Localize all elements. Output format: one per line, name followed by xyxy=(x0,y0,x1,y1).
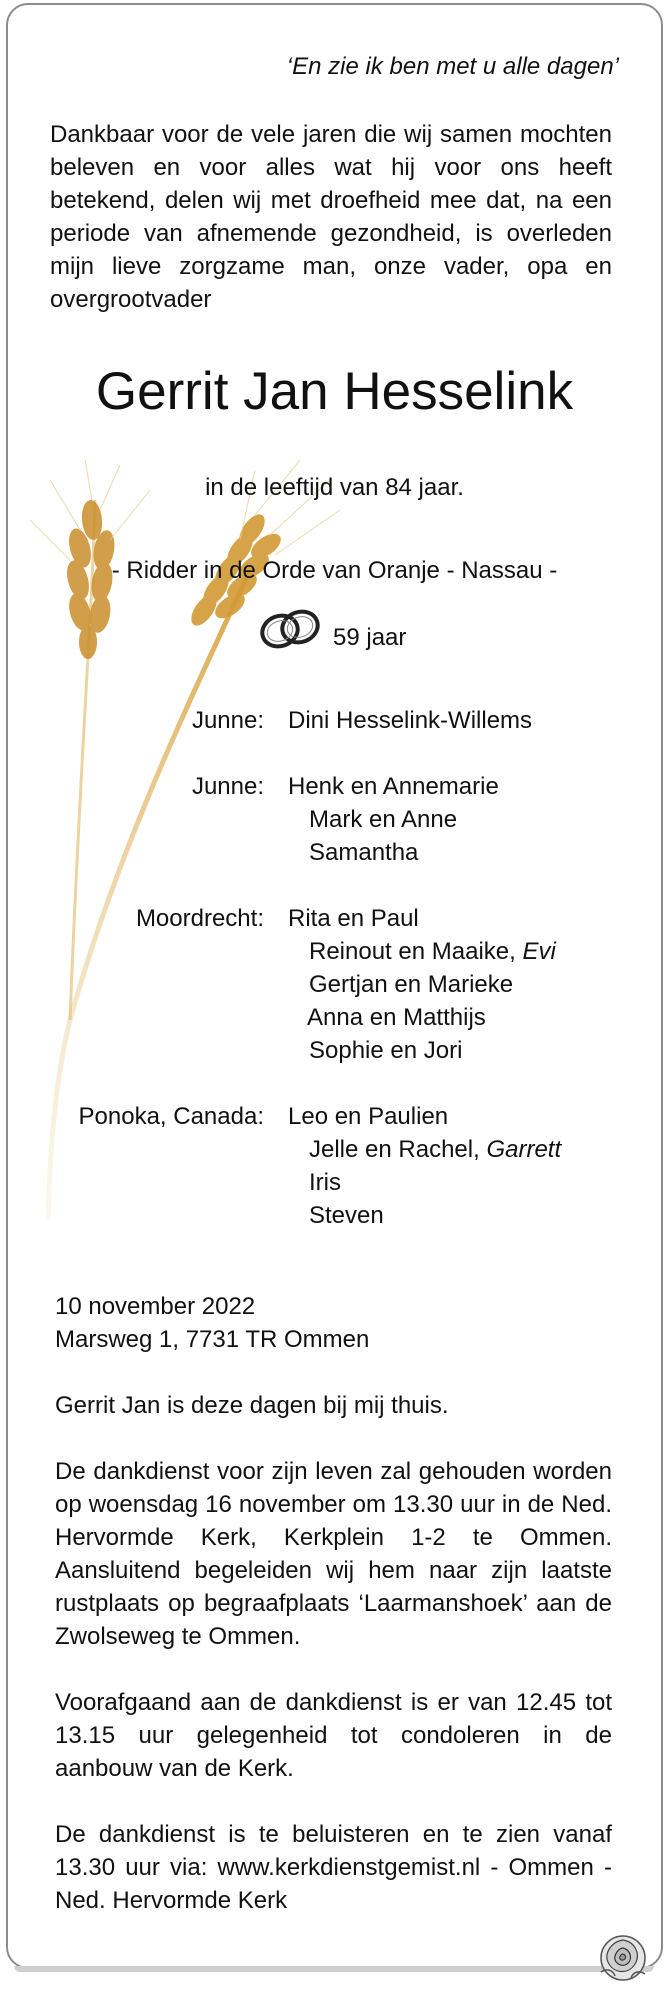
marriage-years: 59 jaar xyxy=(333,624,407,651)
great-grandchild: Evi xyxy=(522,938,556,965)
great-grandchild: Garrett xyxy=(486,1136,562,1163)
grandchild-line: Sophie en Jori xyxy=(309,1037,463,1064)
card-shadow xyxy=(14,1966,654,1972)
grandchild-line: Gertjan en Marieke xyxy=(309,971,514,998)
motto-quote: ‘En zie ik ben met u alle dagen’ xyxy=(286,53,619,80)
intro-paragraph: Dankbaar voor de vele jaren die wij samen mochten beleven en voor alles wat hij voor ons heeft betekend, delen wij met droefheid mee dat, na een periode van afnemende gezondheid, is overleden mijn lieve zorgzame man, onze vader, opa en overgrootvader xyxy=(50,121,612,313)
date-line: 10 november 2022 xyxy=(55,1293,256,1320)
grandchild-line: Anna en Matthijs xyxy=(307,1004,486,1031)
family-place: Junne: xyxy=(191,707,264,734)
service-paragraph: De dankdienst voor zijn leven zal gehouden worden op woensdag 16 november om 13.30 uur in de Ned. Hervormde Kerk, Kerkplein 1-2 te Ommen. Aansluitend begeleiden wij hem naar zijn laatste rustplaats op begraafplaats ‘Laarmanshoek’ aan de Zwolseweg te Ommen. xyxy=(55,1458,612,1650)
family-place: Moordrecht: xyxy=(135,905,264,932)
rose-icon xyxy=(593,1928,653,1988)
grandchild-line: Samantha xyxy=(309,839,419,866)
home-notice: Gerrit Jan is deze dagen bij mij thuis. xyxy=(55,1392,449,1419)
family-member: Leo en Paulien xyxy=(288,1103,449,1130)
family-place: Ponoka, Canada: xyxy=(78,1103,264,1130)
age-line: in de leeftijd van 84 jaar. xyxy=(205,474,464,501)
grandchild-line: Iris xyxy=(309,1169,341,1196)
condolence-paragraph: Voorafgaand aan de dankdienst is er van 12.45 tot 13.15 uur gelegenheid tot condoleren in de aanbouw van de Kerk. xyxy=(55,1689,612,1782)
grandchild-line xyxy=(309,935,556,968)
grandchild-couple: Reinout en Maaike, xyxy=(309,938,523,965)
family-member: Henk en Annemarie xyxy=(288,773,499,800)
grandchild-couple: Jelle en Rachel, xyxy=(309,1136,487,1163)
stream-paragraph: De dankdienst is te beluisteren en te zien vanaf 13.30 uur via: www.kerkdienstgemist.nl - Ommen - Ned. Hervormde Kerk xyxy=(55,1821,612,1914)
grandchild-line: Steven xyxy=(309,1202,384,1229)
family-place: Junne: xyxy=(191,773,264,800)
grandchild-line: Mark en Anne xyxy=(309,806,458,833)
grandchild-line xyxy=(309,1133,561,1166)
deceased-name: Gerrit Jan Hesselink xyxy=(95,362,574,421)
honor-line: - Ridder in de Orde van Oranje - Nassau - xyxy=(111,557,558,584)
wedding-rings-icon xyxy=(256,603,324,653)
family-member: Dini Hesselink-Willems xyxy=(288,707,533,734)
family-member: Rita en Paul xyxy=(288,905,419,932)
address-line: Marsweg 1, 7731 TR Ommen xyxy=(55,1326,370,1353)
